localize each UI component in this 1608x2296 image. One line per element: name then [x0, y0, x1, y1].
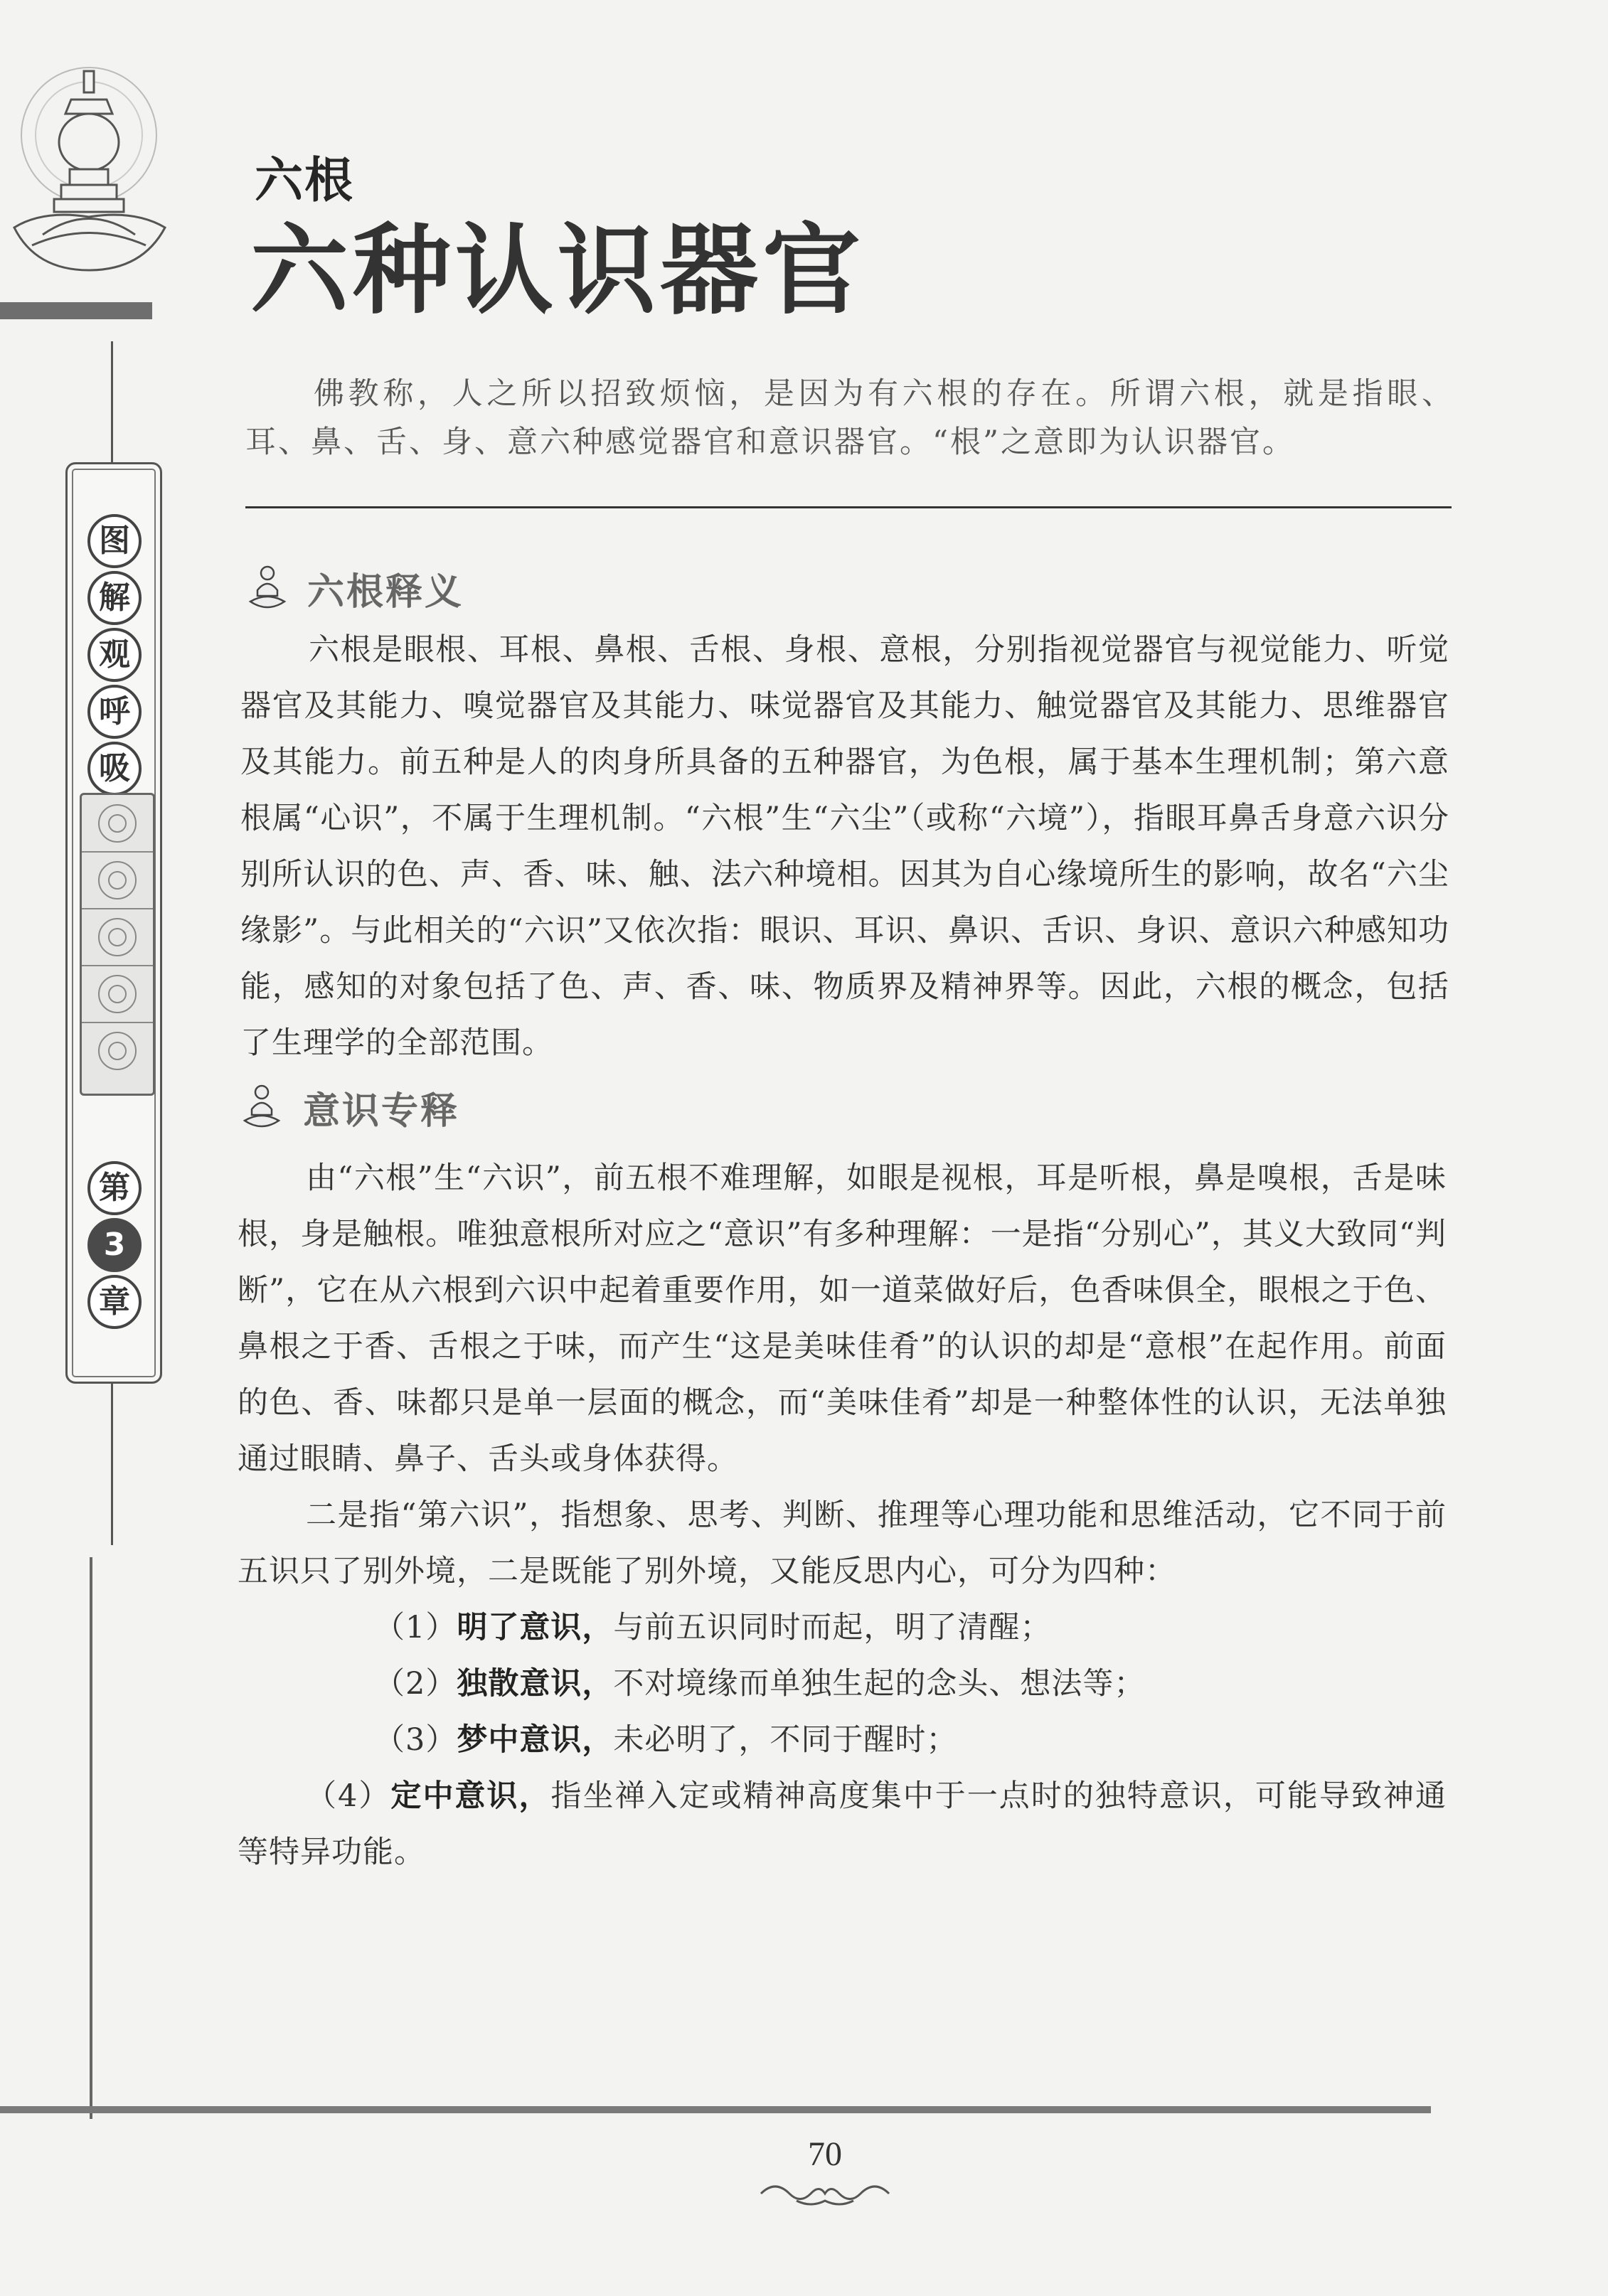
book-title-char: 观	[87, 628, 142, 682]
left-margin-line	[90, 1557, 92, 2119]
scroll-rod-bottom	[111, 1382, 113, 1545]
chapter-char: 第	[87, 1161, 142, 1215]
page-number: 70	[808, 2135, 842, 2173]
stupa-lotus-emblem	[0, 57, 171, 292]
paragraph: 由“六根”生“六识”，前五根不难理解，如眼是视根，耳是听根，鼻是嗅根，舌是味根，身是触根。唯独意根所对应之“意识”有多种理解：一是指“分别心”，其义大致同“判断”，它在从六根到六识中起着重要作用，如一道菜做好后，色香味俱全，眼根之于色、鼻根之于香、舌根之于味，而产生“这是美味佳肴”的认识的却是“意根”在起作用。前面的色、香、味都只是单一层面的概念，而“美味佳肴”却是一种整体性的认识，无法单独通过眼睛、鼻子、舌头或身体获得。	[238, 1160, 1447, 1477]
left-header-bar	[0, 302, 152, 319]
book-title-char: 解	[87, 571, 142, 625]
book-title-char: 呼	[87, 685, 142, 739]
book-title-char: 吸	[87, 742, 142, 796]
section-heading: 意识专释	[303, 1089, 460, 1133]
section-body	[240, 622, 1449, 1072]
meditating-buddha-icon	[242, 1082, 282, 1128]
ornamental-pattern	[80, 793, 155, 1096]
intro-divider	[245, 506, 1452, 508]
cloud-ornament-icon	[754, 2176, 896, 2211]
page-subtitle: 六根	[255, 153, 355, 209]
list-item: （3）梦中意识，未必明了，不同于醒时；	[374, 1722, 958, 1758]
list-item: （2）独散意识，不对境缘而单独生起的念头、想法等；	[374, 1666, 1146, 1702]
section-heading: 六根释义	[307, 570, 464, 614]
book-title-char: 图	[87, 514, 142, 568]
list-item: （4）定中意识，指坐禅入定或精神高度集中于一点时的独特意识，可能导致神通等特异功能。	[238, 1778, 1447, 1870]
paragraph: 六根是眼根、耳根、鼻根、舌根、身根、意根，分别指视觉器官与视觉能力、听觉器官及其能力、嗅觉器官及其能力、味觉器官及其能力、触觉器官及其能力、思维器官及其能力。前五种是人的肉身所具备的五种器官，为色根，属于基本生理机制；第六意根属“心识”，不属于生理机制。“六根”生“六尘”（或称“六境”），指眼耳鼻舌身意六识分别所认识的色、声、香、味、触、法六种境相。因其为自心缘境所生的影响，故名“六尘缘影”。与此相关的“六识”又依次指：眼识、耳识、鼻识、舌识、身识、意识六种感知功能，感知的对象包括了色、声、香、味、物质界及精神界等。因此，六根的概念，包括了生理学的全部范围。	[240, 632, 1449, 1061]
section-body	[238, 1150, 1447, 1881]
intro-paragraph: 佛教称，人之所以招致烦恼，是因为有六根的存在。所谓六根，就是指眼、耳、鼻、舌、身、意六种感觉器官和意识器官。“根”之意即为认识器官。	[245, 376, 1454, 460]
paragraph: 二是指“第六识”，指想象、思考、判断、推理等心理功能和思维活动，它不同于前五识只了别外境，二是既能了别外境，又能反思内心，可分为四种：	[238, 1497, 1447, 1589]
chapter-number: 3	[87, 1218, 142, 1272]
meditating-buddha-icon	[247, 563, 287, 609]
chapter-char: 章	[87, 1275, 142, 1329]
page-title: 六种认识器官	[250, 212, 866, 328]
footer-rule	[0, 2106, 1431, 2113]
list-item: （1）明了意识，与前五识同时而起，明了清醒；	[374, 1610, 1052, 1645]
scroll-rod-top	[111, 341, 113, 469]
